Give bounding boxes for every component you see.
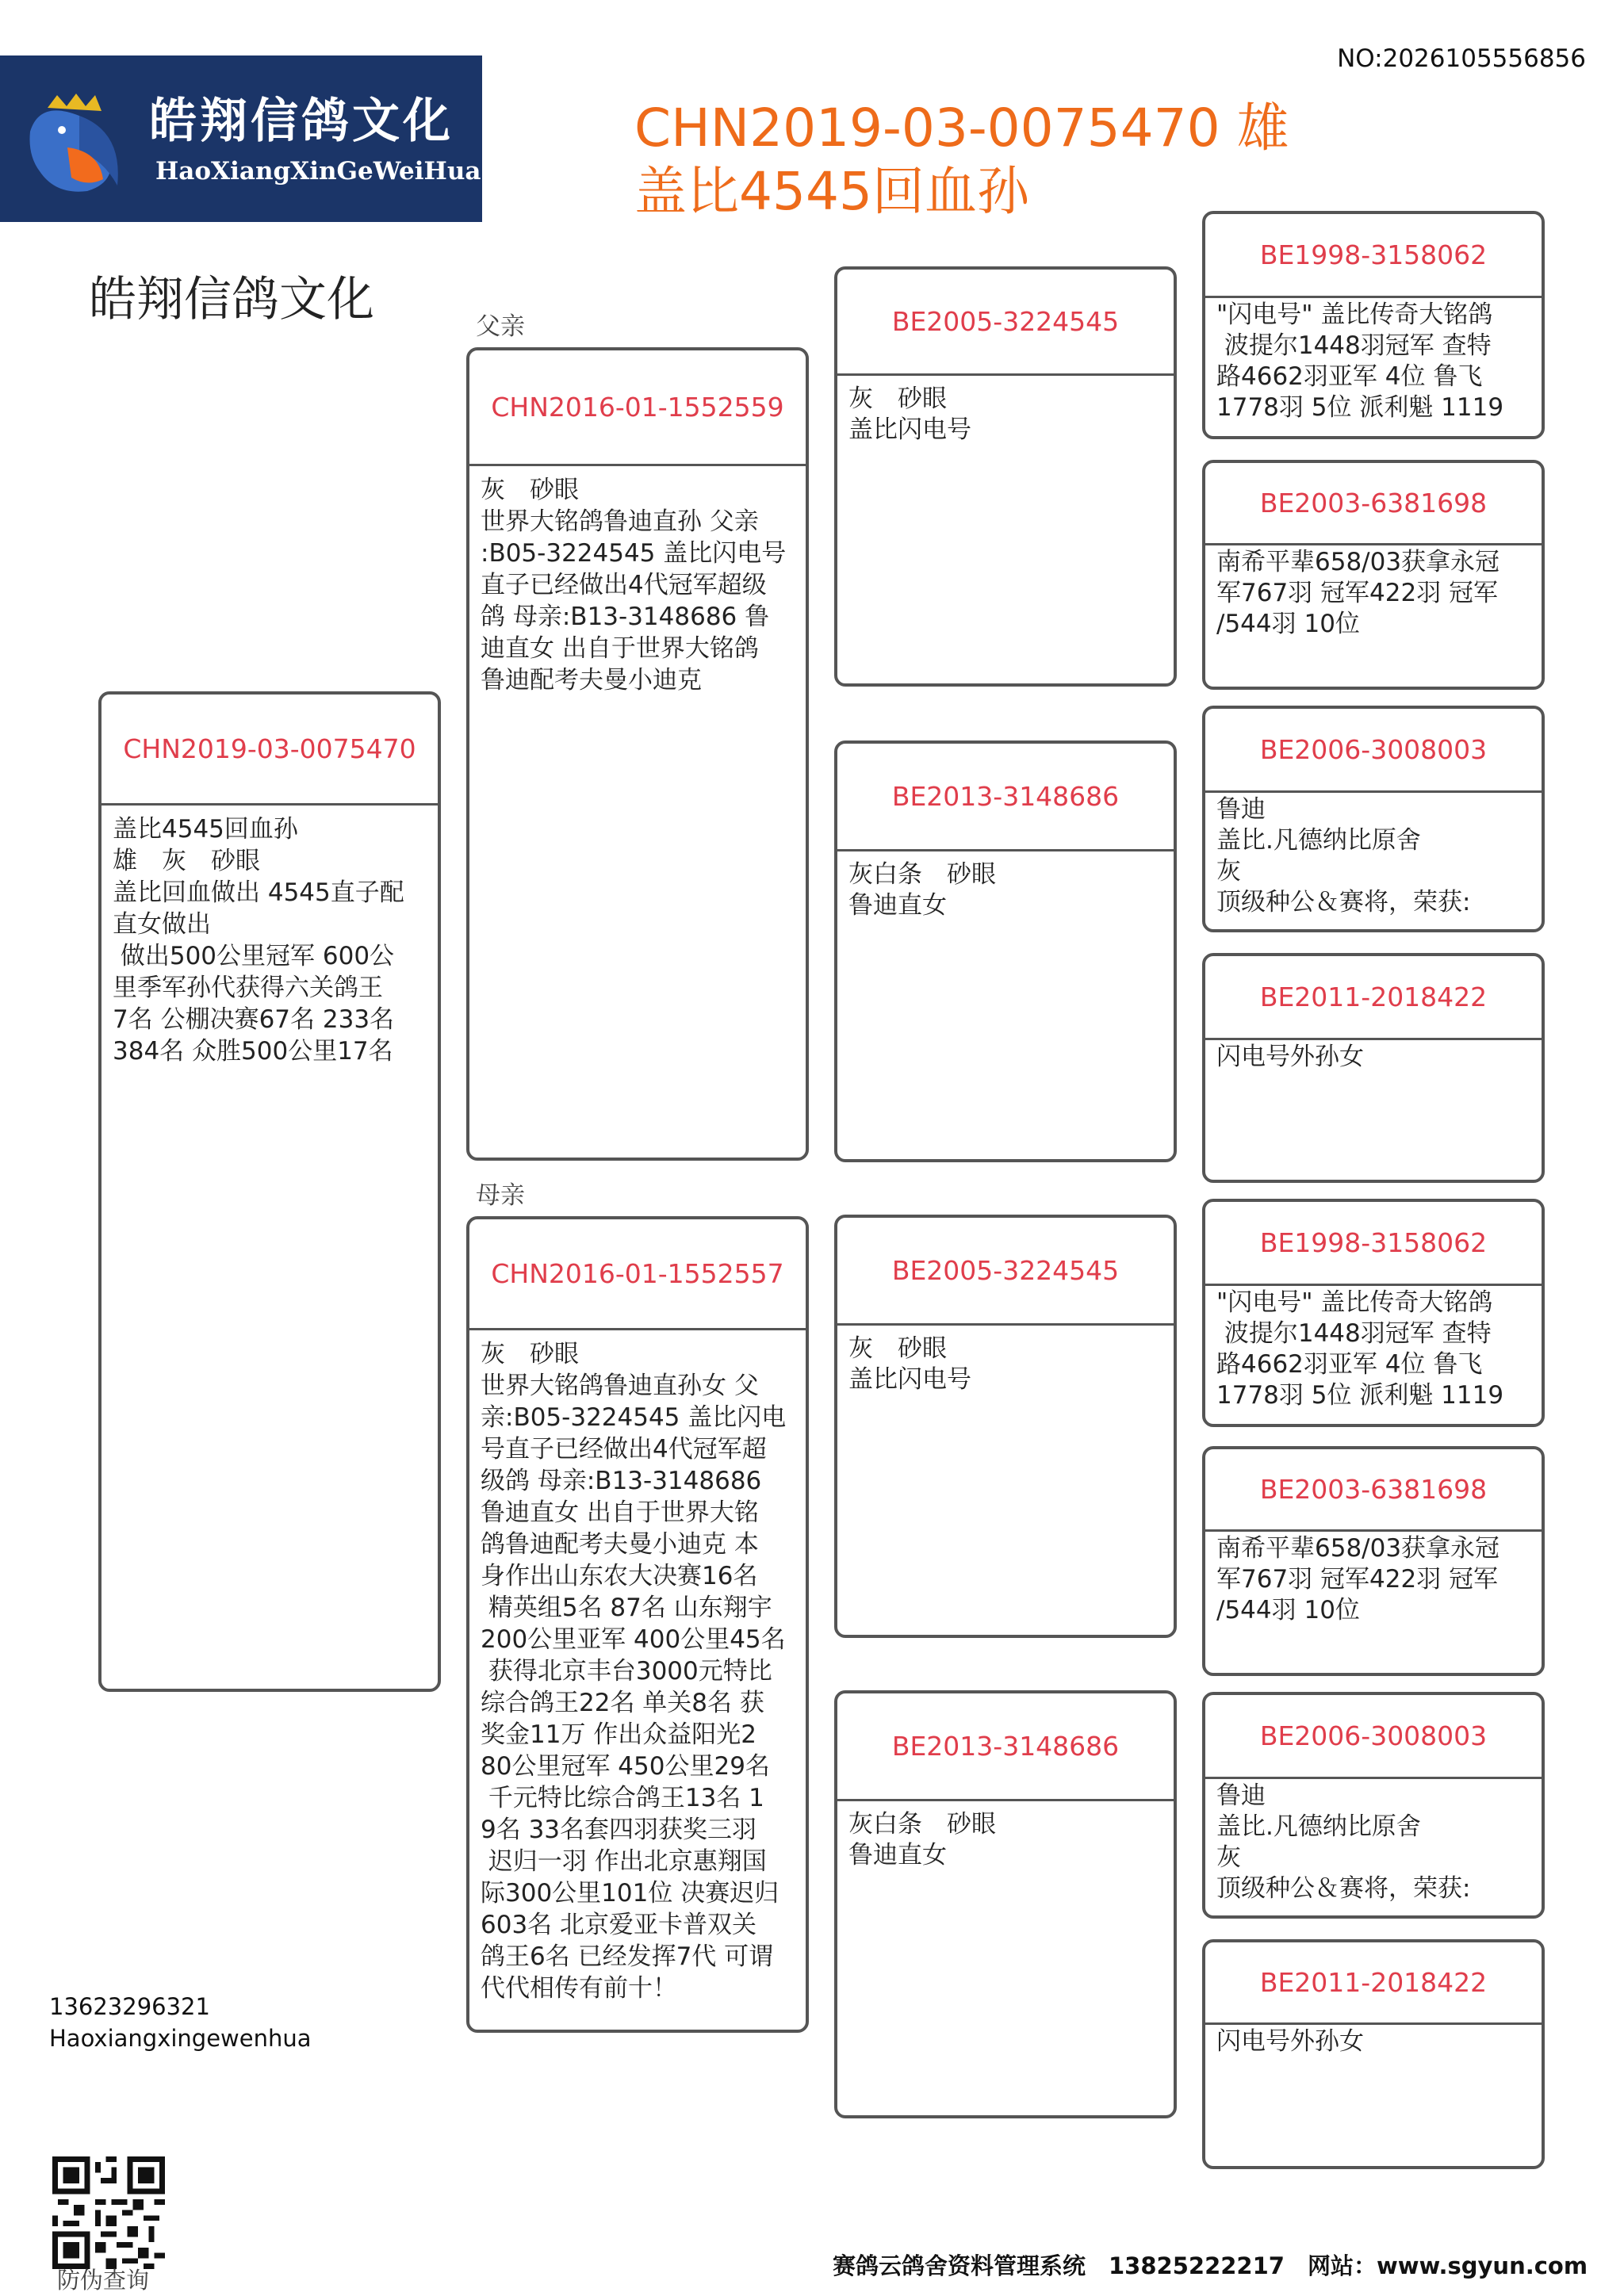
qr-code-icon — [52, 2156, 165, 2269]
dam-details: 灰 砂眼 世界大铭鸽鲁迪直孙女 父 亲:B05-3224545 盖比闪电 号直子已经做出4代冠军超 级鸽 母亲:B13-3148686 鲁迪直女 出自于世界大铭 鸽鲁迪配考夫曼小迪克 本 身作出山东农大决赛16名 精英组5名 87名 山东翔宇 200公里亚军 400公里45名 获得北京丰台3000元特比 综合鸽王22名 单关8名 获 奖金11万 作出众益阳光2 80公里冠军 450公里29名 千元特比综合鸽王13名 1 9名 33名套四羽获奖三羽 迟归一羽 作出北京惠翔国 际300公里101位 决赛迟归 603名 北京爱亚卡普双关 鸽王6名 已经发挥7代 可谓 代代相传有前十！ — [481, 1340, 787, 2003]
great-grandparent-details: 南希平辈658/03获拿永冠 军767羽 冠军422羽 冠军 /544羽 10位 — [1216, 548, 1500, 638]
grandparent-card — [834, 1215, 1177, 1638]
contact-handle: Haoxiangxingewenhua — [49, 2025, 312, 2052]
grandparent-details: 灰白条 砂眼 鲁迪直女 — [848, 860, 996, 920]
great-grandparent-card — [1202, 1692, 1545, 1919]
great-grandparent-details: "闪电号" 盖比传奇大铭鸽 波提尔1448羽冠军 查特 路4662羽亚军 4位 鲁飞 1778羽 5位 派利魁 1119 — [1216, 1288, 1504, 1410]
great-grandparent-ring: BE2011-2018422 — [1205, 956, 1542, 1040]
great-grandparent-details: "闪电号" 盖比传奇大铭鸽 波提尔1448羽冠军 查特 路4662羽亚军 4位 鲁飞 1778羽 5位 派利魁 1119 — [1216, 300, 1504, 422]
grandparent-ring: BE2013-3148686 — [837, 1693, 1174, 1801]
great-grandparent-ring: BE2006-3008003 — [1205, 1695, 1542, 1779]
pedigree-title-ring: CHN2019-03-0075470 雄 — [634, 98, 1289, 159]
subject-ring: CHN2019-03-0075470 — [102, 695, 438, 806]
grandparent-card — [834, 740, 1177, 1162]
anti-counterfeit-label: 防伪查询 — [57, 2267, 150, 2294]
great-grandparent-card — [1202, 953, 1545, 1183]
grandparent-card — [834, 266, 1177, 687]
great-grandparent-card — [1202, 1939, 1545, 2169]
great-grandparent-details: 闪电号外孙女 — [1216, 2027, 1364, 2056]
grandparent-details: 灰白条 砂眼 鲁迪直女 — [848, 1810, 996, 1869]
pedigree-title-name: 盖比4545回血孙 — [634, 161, 1029, 222]
great-grandparent-card — [1202, 1446, 1545, 1676]
contact-phone: 13623296321 — [49, 1993, 210, 2020]
subject-card — [98, 691, 441, 1692]
sire-card — [466, 347, 809, 1161]
logo-banner — [0, 55, 482, 222]
dam-ring: CHN2016-01-1552557 — [469, 1219, 806, 1330]
great-grandparent-card — [1202, 211, 1545, 439]
great-grandparent-details: 鲁迪 盖比.凡德纳比原舍 灰 顶级种公＆赛将，荣获: — [1216, 1781, 1471, 1903]
great-grandparent-ring: BE1998-3158062 — [1205, 214, 1542, 298]
great-grandparent-details: 南希平辈658/03获拿永冠 军767羽 冠军422羽 冠军 /544羽 10位 — [1216, 1534, 1500, 1624]
great-grandparent-card — [1202, 460, 1545, 690]
great-grandparent-ring: BE2006-3008003 — [1205, 709, 1542, 793]
document-number: NO:2026105556856 — [1337, 44, 1586, 73]
great-grandparent-ring: BE2011-2018422 — [1205, 1942, 1542, 2025]
grandparent-details: 灰 砂眼 盖比闪电号 — [848, 385, 971, 444]
grandparent-card — [834, 1690, 1177, 2118]
dam-label: 母亲 — [476, 1181, 525, 1210]
great-grandparent-card — [1202, 706, 1545, 932]
grandparent-details: 灰 砂眼 盖比闪电号 — [848, 1334, 971, 1394]
great-grandparent-ring: BE1998-3158062 — [1205, 1202, 1542, 1286]
great-grandparent-details: 鲁迪 盖比.凡德纳比原舍 灰 顶级种公＆赛将，荣获: — [1216, 795, 1471, 916]
system-footer: 赛鸽云鸽舍资料管理系统 13825222217 网站：www.sgyun.com — [833, 2252, 1588, 2279]
grandparent-ring: BE2005-3224545 — [837, 1218, 1174, 1326]
great-grandparent-details: 闪电号外孙女 — [1216, 1043, 1364, 1071]
logo-chinese-text: 皓翔信鸽文化 — [149, 94, 454, 149]
grandparent-ring: BE2005-3224545 — [837, 270, 1174, 376]
great-grandparent-card — [1202, 1199, 1545, 1427]
organization-name: 皓翔信鸽文化 — [89, 272, 374, 327]
great-grandparent-ring: BE2003-6381698 — [1205, 1449, 1542, 1532]
sire-details: 灰 砂眼 世界大铭鸽鲁迪直孙 父亲 :B05-3224545 盖比闪电号 直子已经做出4代冠军超级 鸽 母亲:B13-3148686 鲁 迪直女 出自于世界大铭鸽 鲁迪配考夫曼小迪克 — [481, 476, 787, 695]
sire-label: 父亲 — [476, 312, 525, 341]
grandparent-ring: BE2013-3148686 — [837, 744, 1174, 851]
sire-ring: CHN2016-01-1552559 — [469, 350, 806, 466]
dam-card — [466, 1216, 809, 2033]
pigeon-logo-icon — [24, 84, 127, 195]
logo-english-text: HaoXiangXinGeWeiHua — [155, 157, 481, 186]
subject-details: 盖比4545回血孙 雄 灰 砂眼 盖比回血做出 4545直子配 直女做出 做出500公里冠军 600公 里季军孙代获得六关鸽王 7名 公棚决赛67名 233名 384名 众胜500公里17名 — [113, 815, 404, 1066]
great-grandparent-ring: BE2003-6381698 — [1205, 463, 1542, 545]
